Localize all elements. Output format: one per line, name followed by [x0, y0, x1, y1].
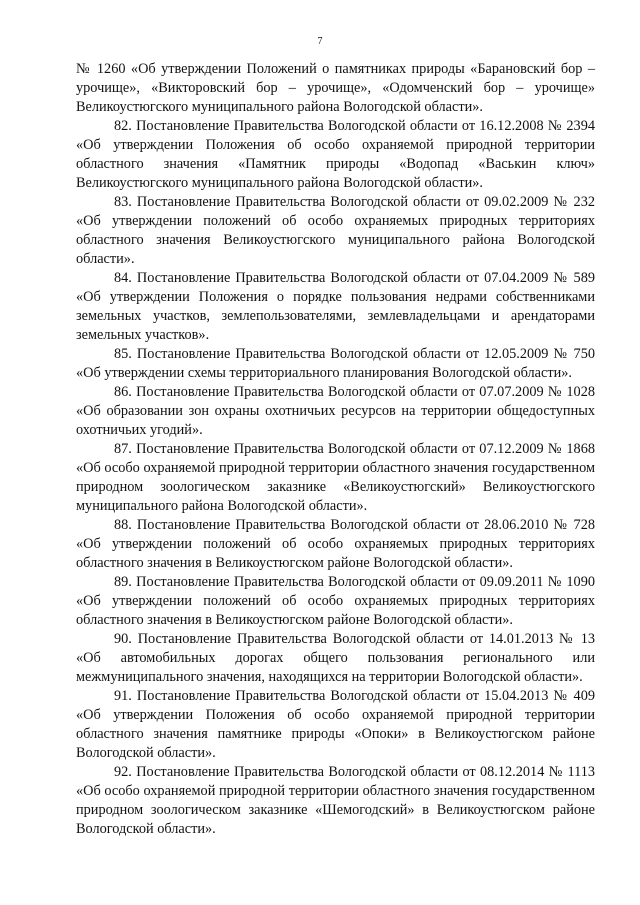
list-item-91: 91. Постановление Правительства Вологодской области от 15.04.2013 № 409 «Об утверждении Положения об особо охраняемой природной территории областного значения памятнике природы «Опоки» в Великоустюгском районе Вологодской области».	[76, 688, 595, 761]
list-item-92: 92. Постановление Правительства Вологодской области от 08.12.2014 № 1113 «Об особо охраняемой природной территории областного значения государственном природном зоологическом заказнике «Шемогодский» в Великоустюгском районе Вологодской области».	[76, 764, 595, 837]
list-item-88: 88. Постановление Правительства Вологодской области от 28.06.2010 № 728 «Об утверждении положений об особо охраняемых природных территориях областного значения в Великоустюгском районе Вологодской области».	[76, 517, 595, 571]
list-item-87: 87. Постановление Правительства Вологодской области от 07.12.2009 № 1868 «Об особо охраняемой природной территории областного значения государственном природном зоологическом заказнике «Великоустюгский» Великоустюгского муниципального района Вологодской области».	[76, 441, 595, 514]
document-body	[76, 60, 595, 839]
list-item-83: 83. Постановление Правительства Вологодской области от 09.02.2009 № 232 «Об утверждении положений об особо охраняемых природных территориях областного значения Великоустюгского муниципального района Вологодской области».	[76, 194, 595, 267]
list-item-89: 89. Постановление Правительства Вологодской области от 09.09.2011 № 1090 «Об утверждении положений об особо охраняемых природных территориях областного значения в Великоустюгском районе Вологодской области».	[76, 574, 595, 628]
page-number: 7	[317, 36, 323, 47]
list-item-85: 85. Постановление Правительства Вологодской области от 12.05.2009 № 750 «Об утверждении схемы территориального планирования Вологодской области».	[76, 346, 595, 381]
list-item-82: 82. Постановление Правительства Вологодской области от 16.12.2008 № 2394 «Об утверждении Положения об особо охраняемой природной территории областного значения «Памятник природы «Водопад «Васькин ключ» Великоустюгского муниципального района Вологодской области».	[76, 118, 595, 191]
list-item-84: 84. Постановление Правительства Вологодской области от 07.04.2009 № 589 «Об утверждении Положения о порядке пользования недрами собственниками земельных участков, землепользователями, землевладельцами и арендаторами земельных участков».	[76, 270, 595, 343]
list-item-86: 86. Постановление Правительства Вологодской области от 07.07.2009 № 1028 «Об образовании зон охраны охотничьих ресурсов на территории общедоступных охотничьих угодий».	[76, 384, 595, 438]
paragraph-continuation: № 1260 «Об утверждении Положений о памятниках природы «Барановский бор – урочище», «Викторовский бор – урочище», «Одомченский бор – урочище» Великоустюгского муниципального района Вологодской области».	[76, 61, 595, 115]
list-item-90: 90. Постановление Правительства Вологодской области от 14.01.2013 № 13 «Об автомобильных дорогах общего пользования регионального или межмуниципального значения, находящихся на территории Вологодской области».	[76, 631, 595, 685]
